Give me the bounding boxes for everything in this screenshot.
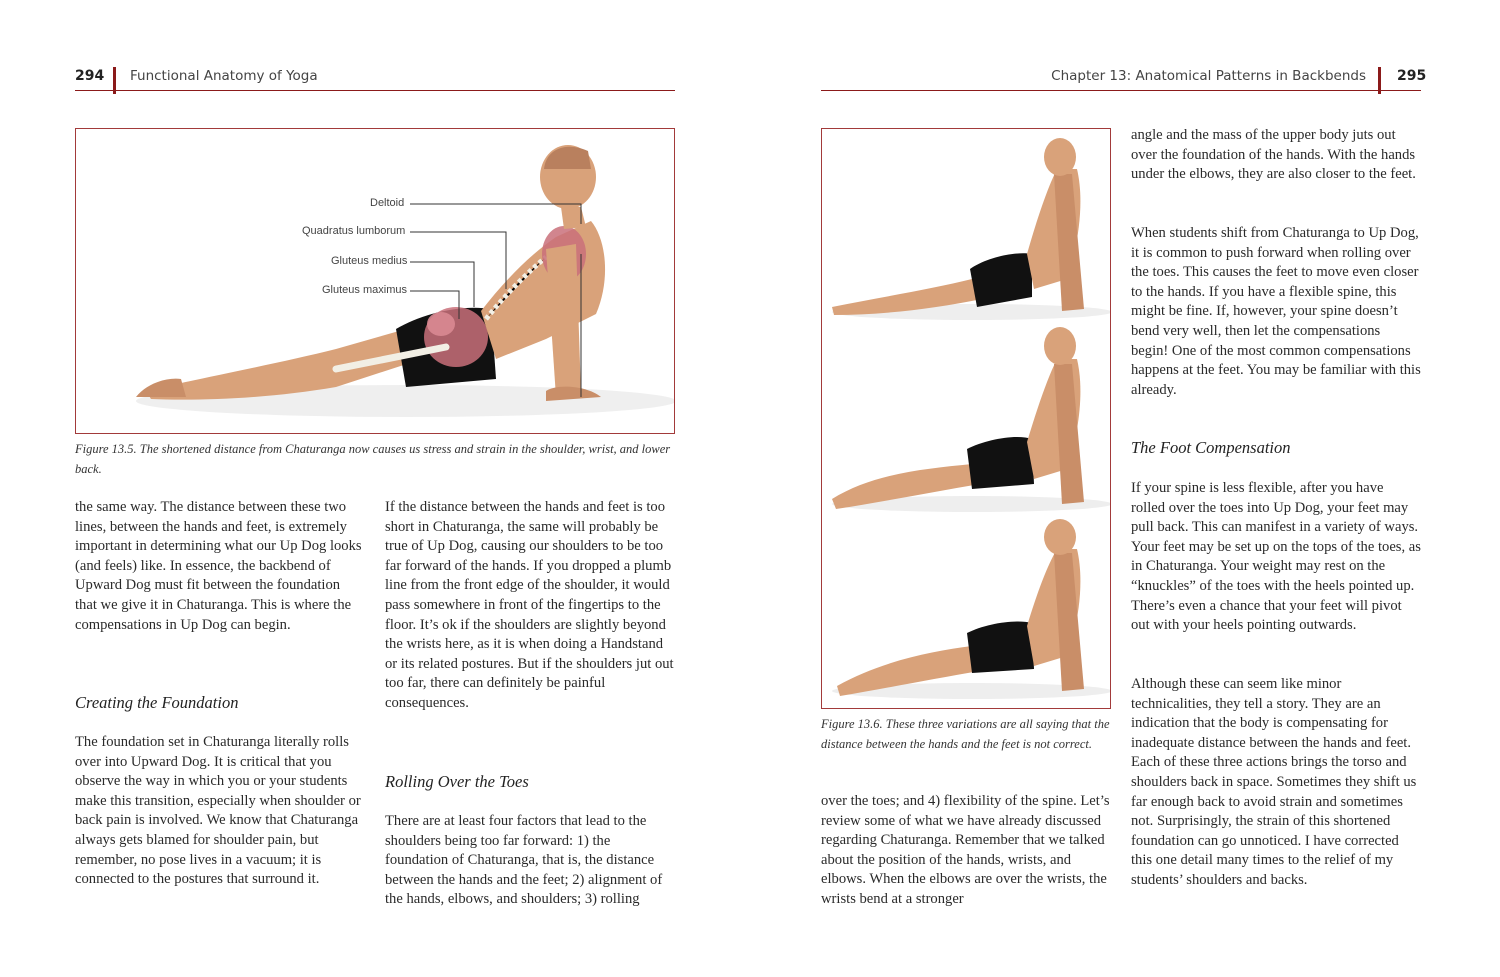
label-deltoid: Deltoid: [370, 197, 405, 209]
left-col2-paragraph-2: There are at least four factors that lead to the shoulders being too far forward: 1) the foundation of Chaturanga, that is, the distance between the hands and the feet; 2) alignment of the hands, elbows, and shoulders; 3) rolling: [385, 813, 663, 908]
right-col2-paragraph-1: angle and the mass of the upper body juts out over the foundation of the hands. With the hands under the elbows, they are also closer to the feet.: [1131, 127, 1416, 183]
figure-13-5-caption: Figure 13.5. The shortened distance from Chaturanga now causes us stress and strain in the shoulder, wrist, and lower back.: [75, 442, 671, 476]
running-header-right: Chapter 13: Anatomical Patterns in Backbends: [1051, 68, 1366, 84]
figure-13-6-caption: Figure 13.6. These three variations are all saying that the distance between the hands and the feet is not correct.: [821, 717, 1110, 751]
variation-2-photo: [832, 327, 1110, 512]
right-col2-paragraph-2: When students shift from Chaturanga to Up Dog, it is common to push forward when rolling over the toes. This causes the feet to move even closer to the hands. If you have a flexible spine, this might be fine. If, however, your spine doesn’t bend very well, then let the compensations begin! One of the most common compensations happens at the feet. You may be familiar with this already.: [1131, 225, 1421, 398]
label-quadratus-lumborum: Quadratus lumborum: [302, 225, 406, 237]
variation-3-photo: [832, 519, 1110, 699]
left-col1-paragraph-1: the same way. The distance between these two lines, between the hands and feet, is extremely important in determining what our Up Dog looks (and feels) like. In essence, the backbend of Upward Dog must fit between the foundation that we give it in Chaturanga. This is where the compensations in Up Dog can begin.: [75, 499, 362, 633]
right-col2-paragraph-4: Although these can seem like minor technicalities, they tell a story. They are an indication that the body is compensating for inadequate distance between the hands and feet. Each of these three actions brings the torso and shoulders back in space. Sometimes they shift us far enough back to avoid strain and sometimes not. Surprisingly, the strain of this shortened foundation can go unnoticed. I have corrected this one detail many times to the relief of my students’ shoulders and backs.: [1131, 676, 1417, 888]
right-col2-paragraph-3: If your spine is less flexible, after you have rolled over the toes into Up Dog, your feet may pull back. This can manifest in a variety of ways. Your feet may be set up on the tops of the toes, as in Chaturanga. Your weight may rest on the “knuckles” of the toes with the heels pointed up. There’s even a chance that your feet will pivot out with your heels pointing outwards.: [1131, 480, 1421, 634]
up-dog-variations-photos: [822, 129, 1110, 708]
figure-13-6: [821, 128, 1111, 709]
label-gluteus-medius: Gluteus medius: [331, 255, 408, 267]
figure-13-5: [75, 128, 675, 434]
heading-creating-the-foundation: Creating the Foundation: [75, 693, 239, 712]
label-gluteus-maximus: Gluteus maximus: [322, 284, 407, 296]
header-rule-left: [75, 90, 675, 91]
running-header-left: Functional Anatomy of Yoga: [130, 68, 318, 84]
page-number-left: 294: [75, 68, 105, 84]
heading-the-foot-compensation: The Foot Compensation: [1131, 438, 1291, 457]
up-dog-anatomy-illustration: [76, 129, 674, 433]
heading-rolling-over-the-toes: Rolling Over the Toes: [385, 772, 529, 791]
header-rule-right: [821, 90, 1421, 91]
left-col1-paragraph-2: The foundation set in Chaturanga literally rolls over into Upward Dog. It is critical that you observe the way in which you or your students make this transition, especially when shoulder or back pain is involved. We know that Chaturanga always gets blamed for shoulder pain, but remember, no pose lives in a vacuum; it is connected to the postures that surround it.: [75, 734, 361, 888]
page-number-right: 295: [1397, 68, 1427, 84]
right-col1-paragraph-1: over the toes; and 4) flexibility of the spine. Let’s review some of what we have already discussed regarding Chaturanga. Remember that we talked about the position of the hands, wrists, and elbows. When the elbows are over the wrists, the wrists bend at a stronger: [821, 793, 1110, 907]
variation-1-photo: [832, 138, 1110, 320]
left-col2-paragraph-1: If the distance between the hands and feet is too short in Chaturanga, the same will probably be true of Up Dog, causing our shoulders to be too far forward of the hands. If you dropped a plumb line from the front edge of the shoulder, it would pass somewhere in front of the fingertips to the floor. It’s ok if the shoulders are slightly beyond the wrists here, as it is when doing a Handstand or its related postures. But if the shoulders jut out too far, there can definitely be painful consequences.: [385, 499, 674, 711]
